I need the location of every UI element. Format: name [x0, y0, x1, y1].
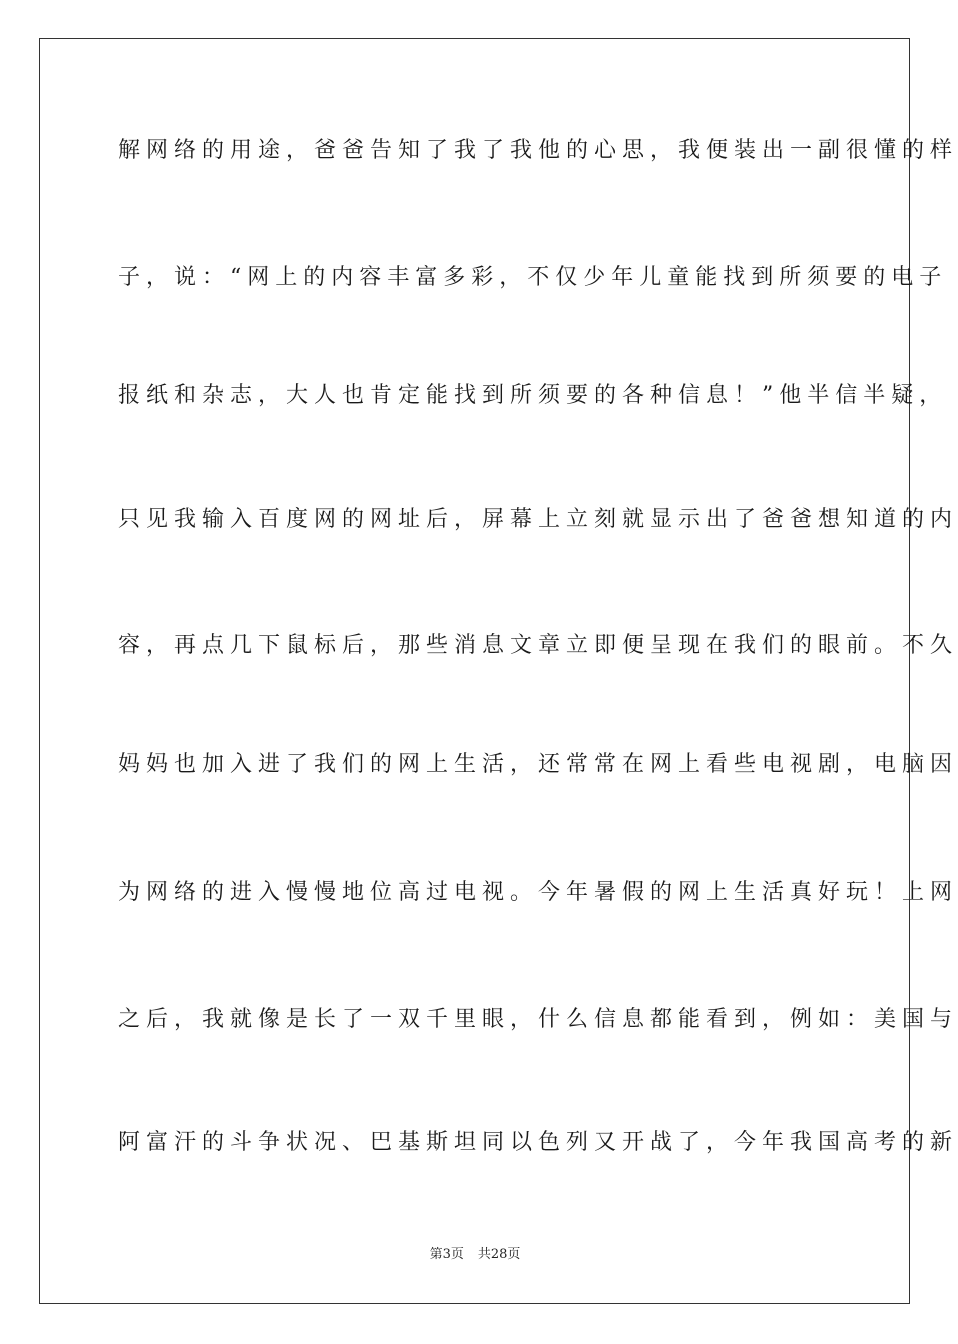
body-text-line-9: 阿富汗的斗争状况、巴基斯坦同以色列又开战了，今年我国高考的新 [118, 1130, 958, 1155]
total-pages: 共28页 [477, 1247, 521, 1262]
page-border [39, 38, 958, 1304]
body-text-line-5: 容，再点几下鼠标后，那些消息文章立即便呈现在我们的眼前。不久 [118, 633, 958, 658]
body-text-line-1: 解网络的用途，爸爸告知了我了我他的心思，我便装出一副很懂的样 [118, 138, 958, 163]
body-text-line-3: 报纸和杂志，大人也肯定能找到所须要的各种信息！”他半信半疑， [118, 383, 948, 408]
body-text-line-8: 之后，我就像是长了一双千里眼，什么信息都能看到，例如：美国与 [118, 1007, 958, 1032]
body-text-line-2: 子，说：“网上的内容丰富多彩，不仅少年儿童能找到所须要的电子 [118, 265, 948, 290]
body-text-line-4: 只见我输入百度网的网址后，屏幕上立刻就显示出了爸爸想知道的内 [118, 507, 958, 532]
body-text-line-6: 妈妈也加入进了我们的网上生活，还常常在网上看些电视剧，电脑因 [118, 752, 958, 777]
page-footer [0, 1246, 950, 1264]
body-text-line-7: 为网络的进入慢慢地位高过电视。今年暑假的网上生活真好玩！上网 [118, 880, 958, 905]
page-number: 第3页 [429, 1247, 464, 1262]
